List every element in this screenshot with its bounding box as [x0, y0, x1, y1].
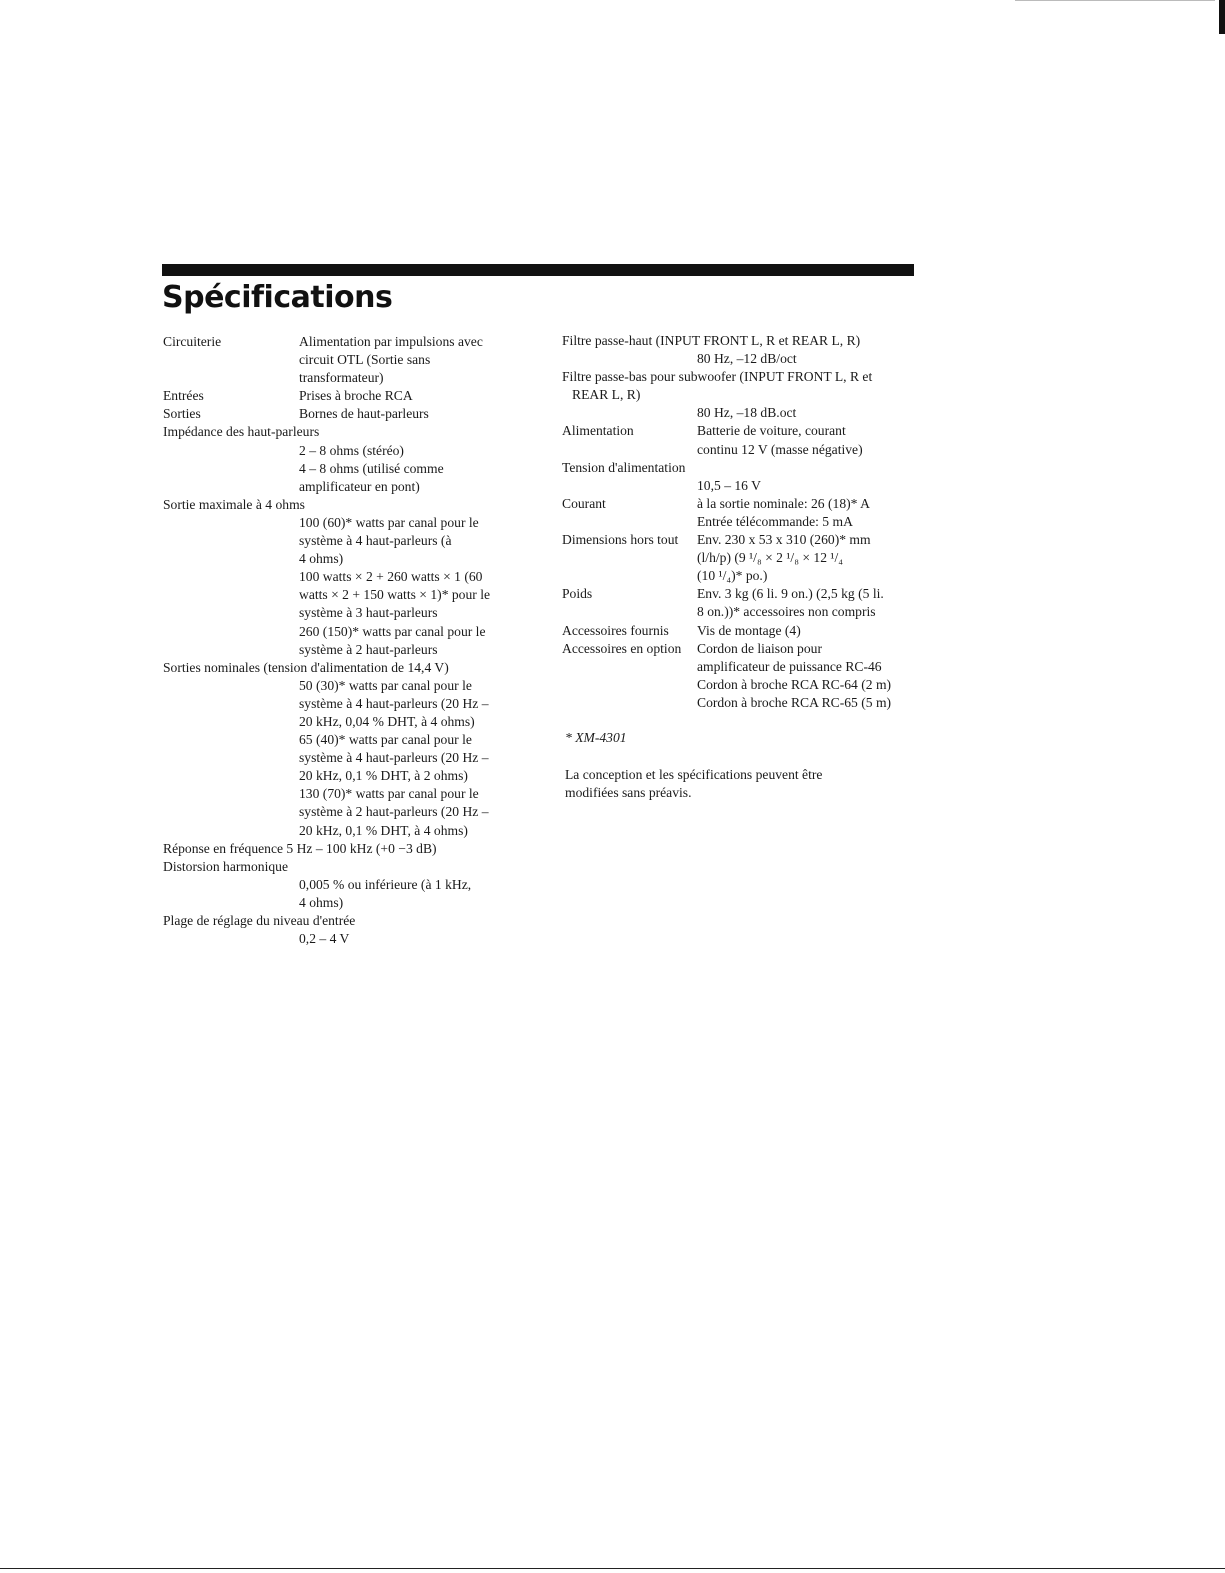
spec-row: [163, 496, 523, 659]
spec-value-line: Cordon de liaison pour: [697, 640, 822, 656]
spec-label: Courant: [562, 495, 606, 511]
spec-value: [299, 442, 523, 496]
disclaimer: [565, 766, 885, 802]
spec-value-line: 130 (70)* watts par canal pour le: [299, 786, 479, 802]
spec-heading: Sortie maximale à 4 ohms: [163, 496, 305, 512]
spec-value-line: amplificateur de puissance RC-46: [697, 658, 882, 674]
spec-label: Accessoires fournis: [562, 622, 669, 638]
spec-value: [299, 930, 523, 948]
spec-value: [697, 585, 922, 621]
spec-value-line: circuit OTL (Sortie sans: [299, 352, 431, 368]
spec-value-line: Cordon à broche RCA RC-64 (2 m): [697, 676, 892, 692]
spec-heading: Filtre passe-bas pour subwoofer (INPUT FRONT L, R et: [562, 369, 873, 385]
spec-row: [562, 459, 922, 495]
spec-value-line: à la sortie nominale: 26 (18)* A: [697, 495, 870, 511]
spec-row: [163, 387, 523, 405]
spec-label: Entrées: [163, 388, 204, 404]
spec-row: [562, 640, 922, 712]
spec-value-line: 260 (150)* watts par canal pour le: [299, 623, 486, 639]
spec-heading: Distorsion harmonique: [163, 858, 288, 874]
corner-line: [1015, 0, 1215, 1]
corner-mark: [1219, 0, 1225, 34]
spec-row: [163, 912, 523, 948]
spec-value: [299, 387, 523, 405]
spec-value-line: Cordon à broche RCA RC-65 (5 m): [697, 694, 892, 710]
spec-row: [163, 659, 523, 840]
spec-value: [299, 876, 523, 912]
spec-value-line: continu 12 V (masse négative): [697, 441, 863, 457]
spec-value-line: 2 – 8 ohms (stéréo): [299, 442, 404, 458]
spec-label: Poids: [562, 586, 593, 602]
spec-heading-cont: REAR L, R): [572, 387, 641, 403]
spec-label: Sorties: [163, 406, 201, 422]
page-title: Spécifications: [162, 280, 393, 315]
spec-value-line: 65 (40)* watts par canal pour le: [299, 732, 472, 748]
spec-value: [697, 422, 922, 458]
spec-value-line: transformateur): [299, 370, 384, 386]
spec-row: [562, 332, 922, 368]
spec-value-line: 80 Hz, –18 dB.oct: [697, 405, 797, 421]
spec-value-line: Batterie de voiture, courant: [697, 423, 846, 439]
spec-row: [163, 405, 523, 423]
spec-value-line: Vis de montage (4): [697, 622, 801, 638]
spec-value-line: 0,005 % ou inférieure (à 1 kHz,: [299, 876, 472, 892]
spec-value: [299, 677, 523, 840]
spec-row: [562, 622, 922, 640]
spec-row: [163, 423, 523, 495]
spec-value-line: amplificateur en pont): [299, 478, 420, 494]
spec-value: [697, 495, 922, 531]
specs-left-column: [163, 333, 523, 948]
spec-heading: Sorties nominales (tension d'alimentation de 14,4 V): [163, 659, 449, 675]
spec-heading: Filtre passe-haut (INPUT FRONT L, R et REAR L, R): [562, 333, 861, 348]
spec-value: [697, 531, 922, 585]
spec-value: [299, 333, 523, 387]
spec-heading: Plage de réglage du niveau d'entrée: [163, 913, 356, 928]
spec-label: Circuiterie: [163, 334, 222, 349]
spec-row: [562, 585, 922, 621]
spec-value-line: 10,5 – 16 V: [697, 477, 761, 493]
spec-value-line: système à 3 haut-parleurs: [299, 605, 438, 621]
title-rule: [162, 264, 914, 276]
spec-value: [697, 404, 922, 422]
footnote: * XM-4301: [565, 730, 627, 745]
spec-row: [562, 495, 922, 531]
spec-heading: Impédance des haut-parleurs: [163, 424, 320, 440]
spec-value-line: 50 (30)* watts par canal pour le: [299, 677, 472, 693]
spec-value-line: Env. 230 x 53 x 310 (260)* mm: [697, 532, 871, 548]
disclaimer-line: modifiées sans préavis.: [565, 785, 692, 801]
spec-value: [697, 350, 922, 368]
spec-value-line: Alimentation par impulsions avec: [299, 334, 483, 349]
spec-value-line: 0,2 – 4 V: [299, 931, 350, 947]
spec-value-line: 100 (60)* watts par canal pour le: [299, 514, 479, 530]
spec-value-line: Entrée télécommande: 5 mA: [697, 513, 853, 529]
spec-label: Dimensions hors tout: [562, 532, 679, 548]
spec-value: [299, 405, 523, 423]
specs-right-column: [562, 332, 922, 712]
spec-value: [299, 514, 523, 659]
spec-value: [697, 640, 922, 712]
spec-value-line: système à 4 haut-parleurs (à: [299, 533, 452, 549]
spec-value-line: 4 ohms): [299, 894, 344, 910]
spec-value-line: 4 ohms): [299, 551, 344, 567]
spec-value-line: 8 on.))* accessoires non compris: [697, 604, 876, 620]
spec-value-line: 100 watts × 2 + 260 watts × 1 (60: [299, 569, 483, 585]
spec-value-line: 20 kHz, 0,1 % DHT, à 2 ohms): [299, 768, 468, 784]
spec-value-line: 80 Hz, –12 dB/oct: [697, 351, 797, 367]
spec-value-line: 4 – 8 ohms (utilisé comme: [299, 460, 444, 476]
spec-value-line: Bornes de haut-parleurs: [299, 406, 429, 422]
spec-value-line: système à 2 haut-parleurs: [299, 641, 438, 657]
spec-value: [697, 477, 922, 495]
bottom-edge-line: [0, 1568, 1225, 1569]
spec-row: [562, 422, 922, 458]
spec-value-line: watts × 2 + 150 watts × 1)* pour le: [299, 587, 491, 603]
spec-value: [697, 622, 922, 640]
spec-value-line: 20 kHz, 0,04 % DHT, à 4 ohms): [299, 713, 475, 729]
spec-value-line: (10 ¹/₄)* po.): [697, 568, 768, 584]
spec-row: [562, 368, 922, 422]
spec-row: [163, 858, 523, 912]
spec-value-line: Prises à broche RCA: [299, 388, 413, 404]
spec-value-line: système à 4 haut-parleurs (20 Hz –: [299, 750, 489, 766]
spec-heading: Réponse en fréquence 5 Hz – 100 kHz (+0 −3 dB): [163, 840, 437, 856]
spec-row: [562, 531, 922, 585]
disclaimer-line: La conception et les spécifications peuvent être: [565, 767, 823, 782]
spec-value-line: 20 kHz, 0,1 % DHT, à 4 ohms): [299, 822, 468, 838]
spec-label: Accessoires en option: [562, 640, 682, 656]
spec-row: [163, 333, 523, 387]
spec-value-line: Env. 3 kg (6 li. 9 on.) (2,5 kg (5 li.: [697, 586, 884, 602]
spec-value-line: système à 4 haut-parleurs (20 Hz –: [299, 695, 489, 711]
spec-value-line: (l/h/p) (9 ¹/₈ × 2 ¹/₈ × 12 ¹/₄: [697, 550, 843, 566]
spec-value-line: système à 2 haut-parleurs (20 Hz –: [299, 804, 489, 820]
spec-heading: Tension d'alimentation: [562, 459, 686, 475]
spec-row: [163, 840, 523, 858]
spec-label: Alimentation: [562, 423, 634, 439]
